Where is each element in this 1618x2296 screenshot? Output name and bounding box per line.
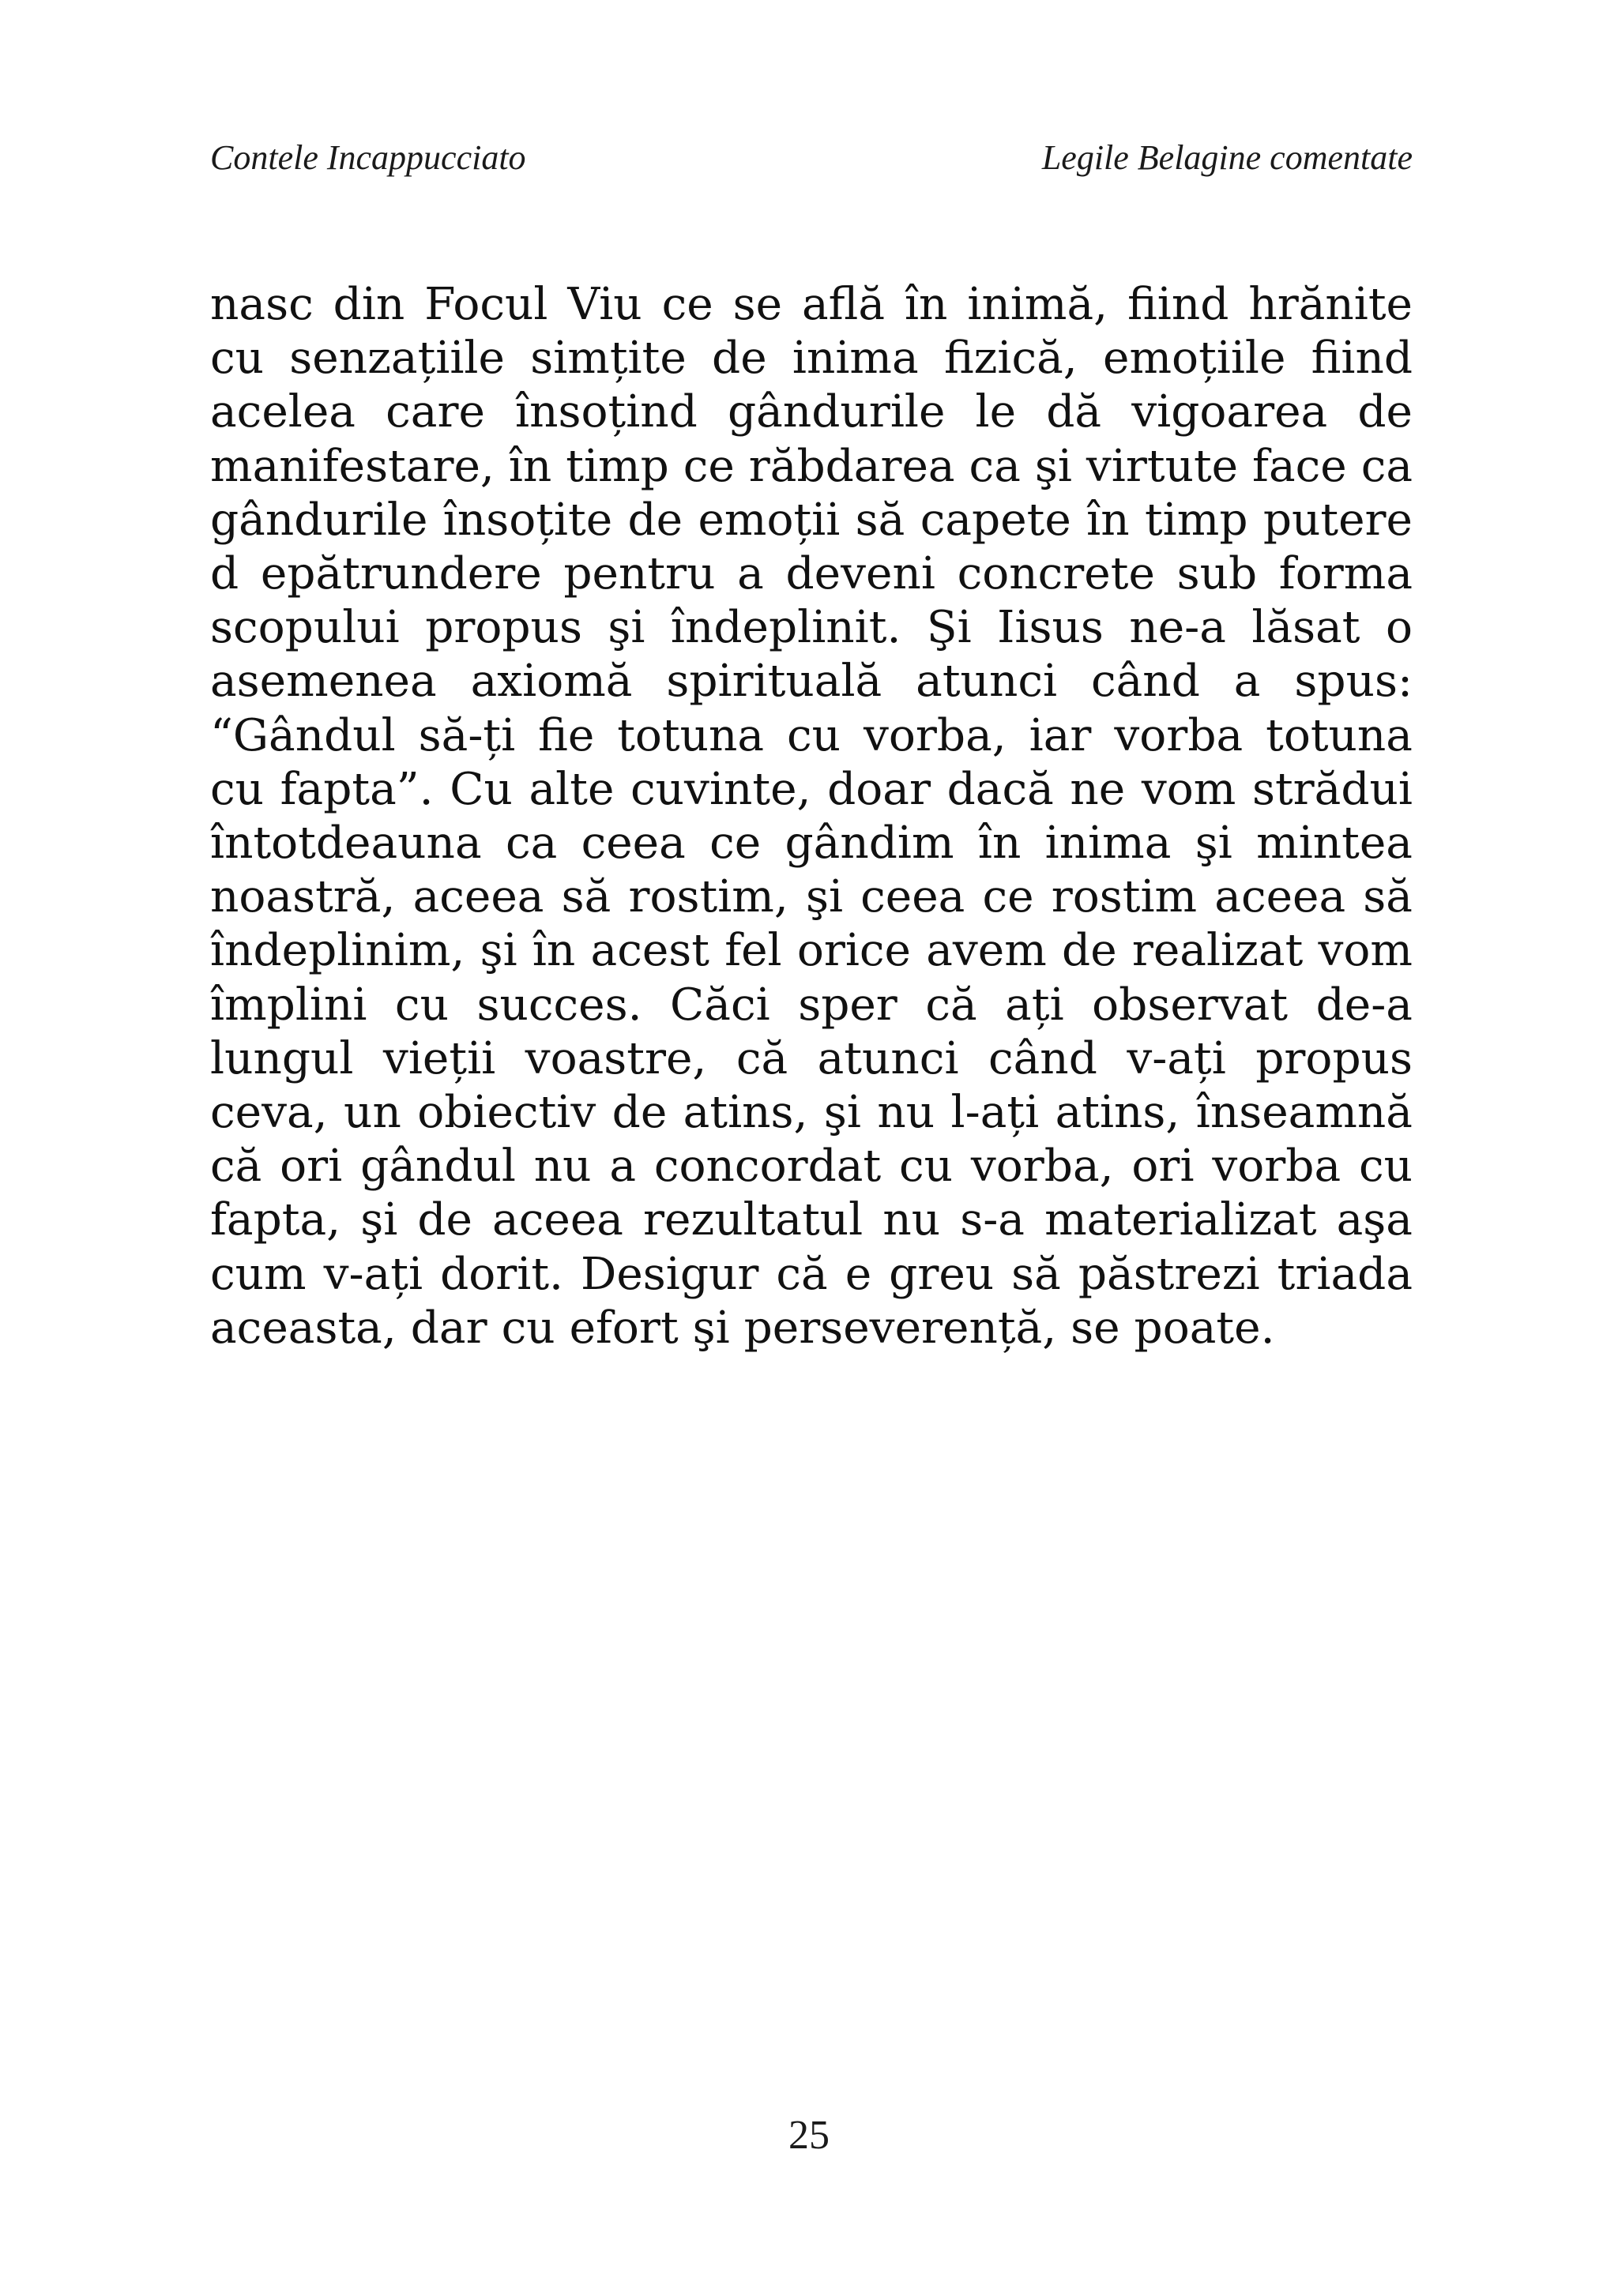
header-author: Contele Incappucciato bbox=[210, 138, 526, 177]
text-line: “Gândul să-ți fie totuna cu vorba, iar vorba totuna bbox=[210, 709, 1413, 761]
text-line: întotdeauna ca ceea ce gândim în inima şi mintea bbox=[210, 817, 1413, 870]
text-line: îndeplinim, şi în acest fel orice avem de realizat vom bbox=[210, 925, 1413, 977]
text-line: scopului propus şi îndeplinit. Şi Iisus ne-a lăsat o bbox=[210, 602, 1413, 654]
text-line: că ori gândul nu a concordat cu vorba, ori vorba cu bbox=[210, 1140, 1413, 1193]
text-line: nasc din Focul Viu ce se află în inimă, fiind hrănite bbox=[210, 279, 1413, 330]
text-line: ceva, un obiectiv de atins, şi nu l-ați atins, înseamnă bbox=[210, 1087, 1413, 1139]
text-line: gândurile însoțite de emoții să capete în timp putere bbox=[210, 494, 1413, 546]
text-line: d epătrundere pentru a deveni concrete sub forma bbox=[210, 548, 1413, 600]
body-paragraph bbox=[210, 278, 1413, 1355]
text-line: cu fapta”. Cu alte cuvinte, doar dacă ne vom strădui bbox=[210, 763, 1413, 815]
text-line: noastră, aceea să rostim, şi ceea ce rostim aceea să bbox=[210, 871, 1413, 923]
text-line: acelea care însoțind gândurile le dă vigoarea de bbox=[210, 386, 1413, 438]
page-number: 25 bbox=[788, 2113, 830, 2158]
text-line: asemenea axiomă spirituală atunci când a spus: bbox=[210, 656, 1413, 708]
text-line: fapta, şi de aceea rezultatul nu s-a materializat aşa bbox=[210, 1194, 1413, 1246]
text-line: cum v-ați dorit. Desigur că e greu să păstrezi triada bbox=[210, 1248, 1413, 1300]
text-line: lungul vieții voastre, că atunci când v-ați propus bbox=[210, 1032, 1413, 1084]
text-line: împlini cu succes. Căci sper că ați observat de-a bbox=[210, 979, 1413, 1031]
header-book-title: Legile Belagine comentate bbox=[1041, 138, 1413, 177]
text-line: aceasta, dar cu efort şi perseverență, se poate. bbox=[210, 1302, 1275, 1354]
text-line: manifestare, în timp ce răbdarea ca şi virtute face ca bbox=[210, 440, 1413, 492]
running-header bbox=[210, 134, 1413, 182]
text-line: cu senzațiile simțite de inima fizică, emoțiile fiind bbox=[210, 333, 1413, 385]
